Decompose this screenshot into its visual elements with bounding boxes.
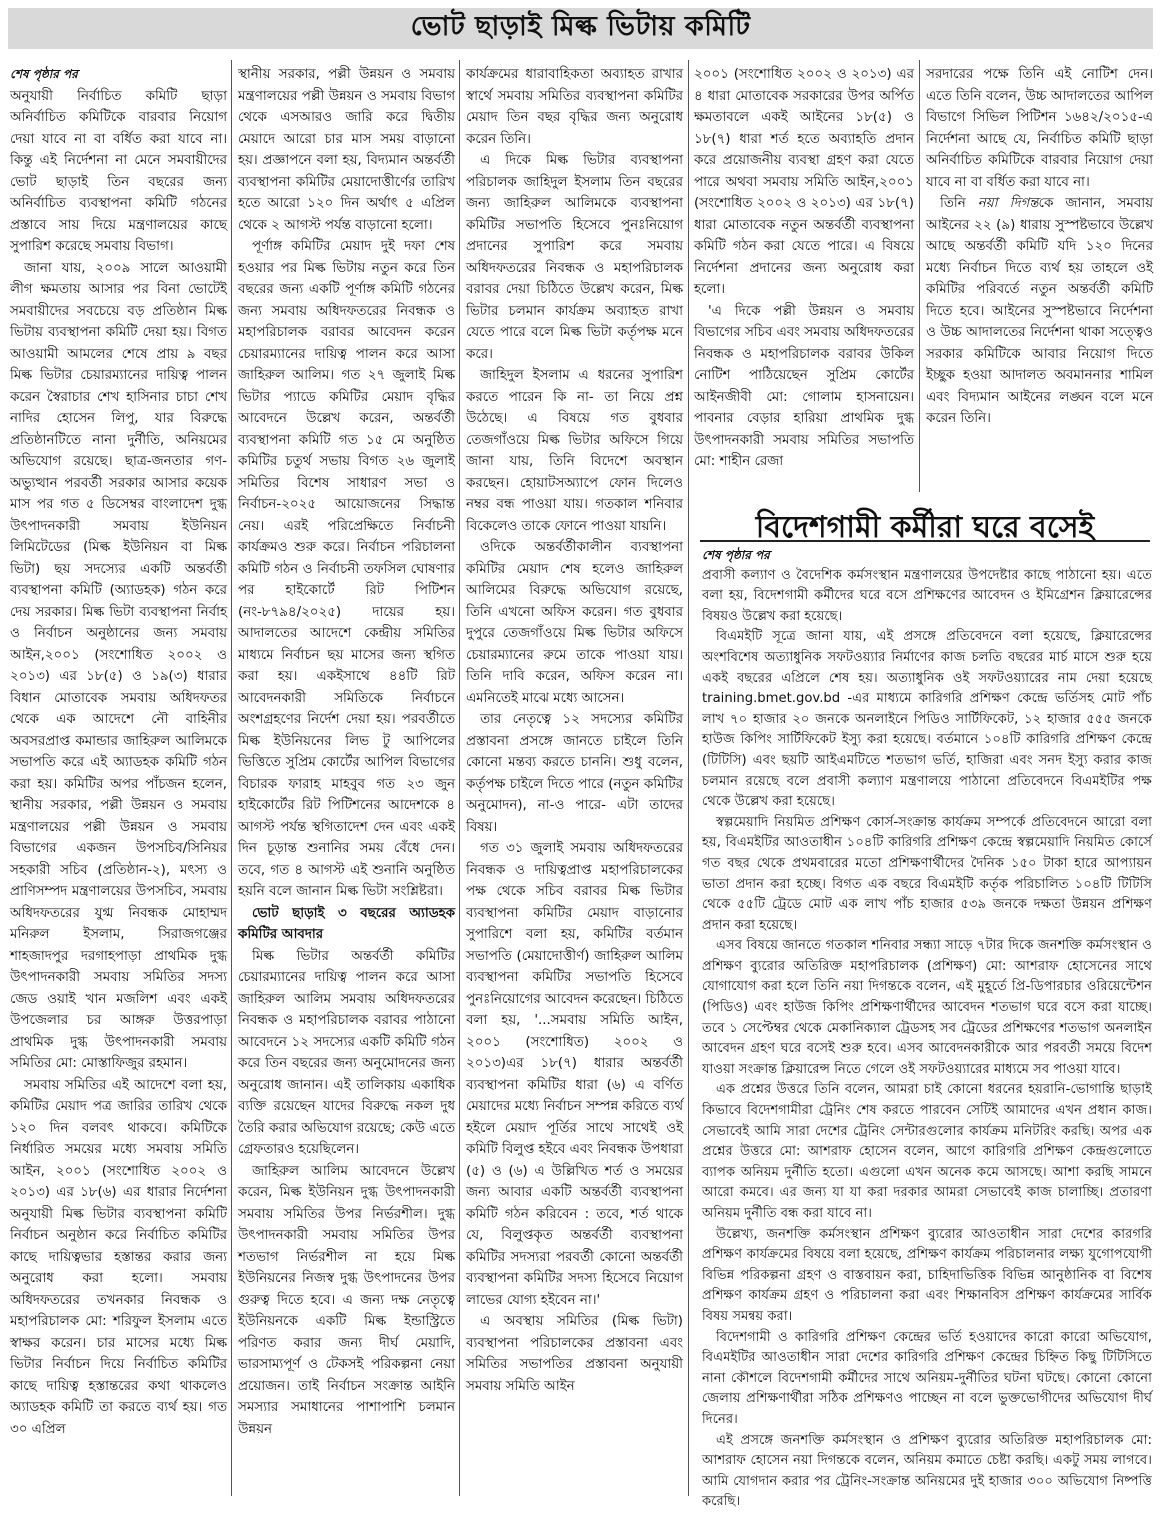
paragraph: বিদেশগামী ও কারিগরি প্রশিক্ষণ কেন্দ্রের ভর্তি হওয়াদের কারো কারো অভিযোগ, বিএমইটির আওতাধীন সারা দেশের কারিগরি প্রশিক্ষণ কেন্দ্রের চিহ্নিত কিছু টিটিসিতে নানা কৌশলে বিদেশগামী কর্মীদের সাথে অনিয়ম-দুর্নীতির ঘটনা ঘটছে। কোনো কোনো জেলায় প্রশিক্ষণার্থীরা সঠিক প্রশিক্ষণও পাচ্ছেন না বলে ভুক্তভোগীদের অভিযোগ দীর্ঘ দিনের। — [702, 1329, 1152, 1427]
paragraph: তার নেতৃত্বে ১২ সদস্যের কমিটির প্রস্তাবনা প্রসঙ্গে জানতে চাইলে তিনি কোনো মন্তব্য করতে চাননি। শুধু বলেন, কর্তৃপক্ষ চাইলে দিতে পারে (নতুন কমিটির অনুমোদন), না-ও পারে- এটা তাদের বিষয়। — [466, 712, 683, 835]
article1-column-3 — [466, 64, 683, 1496]
continued-label: শেষ পৃষ্ঠার পর — [10, 67, 78, 81]
article1-column-5 — [926, 64, 1153, 484]
paragraph: সরদারের পক্ষে তিনি এই নোটিশ দেন। এতে তিনি বলেন, উচ্চ আদালতের আপিল বিভাগে সিভিল পিটিশন ১৬৪২/২০১৫-এ নির্দেশনা আছে যে, নির্বাচিত কমিটি ছাড়া অনির্বাচিত কমিটিকে বারবার নিয়োগ দেয়া যাবে না বা বর্ধিত করা যাবে না। — [926, 67, 1153, 190]
column-rule — [459, 60, 460, 1496]
paragraph: উল্লেখ্য, জনশক্তি কর্মসংস্থান প্রশিক্ষণ ব্যুরোর আওতাধীন সারা দেশের কারগরি প্রশিক্ষণ কার্যক্রমের বিষয়ে বলা হয়েছে, প্রশিক্ষণ কার্যক্রম পরিচালনার লক্ষ্য যুগোপযোগী বিভিন্ন পরিকল্পনা গ্রহণ ও বাস্তবায়ন করা, চাহিদাভিত্তিক বিভিন্ন আনুষ্ঠানিক বা বিশেষ প্রশিক্ষণ কার্যক্রম গ্রহণ ও পরিচালনা করা এবং শিক্ষানবিস প্রশিক্ষণ কার্যক্রমের সার্বিক বিষয় সমন্বয় করা। — [702, 1226, 1152, 1324]
column-rule — [919, 60, 920, 492]
paragraph: এ অবস্থায় সমিতির (মিল্ক ভিটা) ব্যবস্থাপনা পরিচালকের প্রস্তাবনা এবং সমিতির সভাপতির প্রস্তাবনা অনুযায়ী সমবায় সমিতি আইন — [466, 1314, 683, 1394]
article1-column-1 — [10, 64, 227, 1496]
paragraph: জানা যায়, ২০০৯ সালে আওয়ামী লীগ ক্ষমতায় আসার পর বিনা ভোটেই সমবায়ীদের সবচেয়ে বড় প্রতিষ্ঠান মিল্ক ভিটায় ব্যবস্থাপনা কমিটি দেয়া হয়। বিগত আওয়ামী আমলের শেষে প্রায় ৯ বছর মিল্ক ভিটার চেয়ারম্যানের দায়িত্ব পালন করেন স্বৈরাচার শেখ হাসিনার চাচা শেখ নাদির হোসেন লিপু, যার বিরুদ্ধে প্রতিষ্ঠানটিতে নানা দুর্নীতি, অনিয়মের অভিযোগ রয়েছে। ছাত্র-জনতার গণ-অভ্যুত্থান পরবর্তী সরকার আসার কয়েক মাস পর গত ৫ ডিসেম্বর বাংলাদেশ দুগ্ধ উৎপাদনকারী সমবায় ইউনিয়ন লিমিটেডের (মিল্ক ইউনিয়ন বা মিল্ক ভিটা) ছয় সদস্যের একটি অন্তর্বর্তী ব্যবস্থাপনা কমিটি (অ্যাডহক) গঠন করে দেয় সরকার। মিল্ক ভিটা ব্যবস্থাপনা নির্বাহ ও নির্বাচন অনুষ্ঠানের জন্য সমবায় আইন,২০০১ (সংশোধিত ২০০২ ও ২০১৩) এর ১৮(৫) ও ১৯(৩) ধারার বিধান মোতাবেক সমবায় অধিদফতর থেকে এক আদেশে নৌ বাহিনীর অবসরপ্রাপ্ত কমান্ডার জাহিরুল আলিমকে সভাপতি করে এই অ্যাডহক কমিটি গঠন করা হয়। কমিটির অপর পাঁচজন হলেন, স্থানীয় সরকার, পল্লী উন্নয়ন ও সমবায় মন্ত্রণালয়ের পল্লী উন্নয়ন ও সমবায় বিভাগের একজন উপসচিব/সিনিয়র সহকারী সচিব (প্রতিষ্ঠান-২), মৎস্য ও প্রাণিসম্পদ মন্ত্রণালয়ের উপসচিব, সমবায় অধিদফতরের যুগ্ম নিবন্ধক মোহাম্মদ মনিরুল ইসলাম, সিরাজগঞ্জের শাহজাদপুর দরগাহপাড়া প্রাথমিক দুগ্ধ উৎপাদনকারী সমবায় সমিতির সদস্য জেড ওয়াই খান মজলিশ এবং একই উপজেলার চর আঙ্গরু উত্তরপাড়া প্রাথমিক দুগ্ধ উৎপাদনকারী সমবায় সমিতির মো: মোস্তাফিজুর রহমান। — [10, 260, 227, 1071]
headline-milk-vita: ভোট ছাড়াই মিল্ক ভিটায় কমিটি — [410, 11, 751, 42]
paragraph: বিএমইটি সূত্রে জানা যায়, এই প্রসঙ্গে প্রতিবেদনে বলা হয়েছে, ক্লিয়ারেন্সের অংশবিশেষ অত্যাধুনিক সফটওয়্যার নির্মাণের কাজ চলতি বছরের মার্চ মাসে শুরু হয়ে একই বছরের এপ্রিলে শেষ হয়। অত্যাধুনিক ওই সফটওয়্যারের নাম দেয়া হয়েছে training.bmet.gov.bd -এর মাধ্যমে কারিগরি প্রশিক্ষণ কেন্দ্রে ভর্তিসহ মোট পাঁচ লাখ ৭০ হাজার ২০ জনকে অনলাইনে পিডিও সার্টিফিকেট, ১২ হাজার ৫৫৫ জনকে হাউজ কিপিং সার্টিফিকেট ইস্যু করা হয়েছে। বর্তমানে ১০৪টি কারিগরি প্রশিক্ষণ কেন্দ্রে (টিটিসি) এবং ছয়টি আইএমটিতে শতভাগ ভর্তি, হাজিরা এবং সনদ ইস্যু করার কাজ চলমান রয়েছে বলে প্রবাসী কল্যাণ মন্ত্রণালয়ে পাঠানো প্রতিবেদনে বিএমইটির পক্ষ থেকে উল্লেখ করা হয়েছে। — [702, 629, 1152, 810]
paragraph: এক প্রশ্নের উত্তরে তিনি বলেন, আমরা চাই কোনো ধরনের হয়রানি-ভোগান্তি ছাড়াই কিভাবে বিদেশগামীরা ট্রেনিং শেষ করতে পারবেন সেটিই আমাদের এখন প্রধান কাজ। সেভাবেই আমি সারা দেশের ট্রেনিং সেন্টারগুলোর কার্যক্রম মনিটরিং করছি। অপর এক প্রশ্নের উত্তরে মো: আশরাফ হোসেন বলেন, আগে কারিগরি প্রশিক্ষণ কেন্দ্রগুলোতে ব্যাপক অনিয়ম দুর্নীতি হতো। এগুলো এখন অনেক কমে আসছে। আশা করছি সামনে আরো কমবে। এর জন্য যা যা করা দরকার আমরা সেভাবেই কাজ চালাচ্ছি। প্রতারণা অনিয়ম দুর্নীতি বন্ধ করা যাবে না। — [702, 1082, 1152, 1221]
paragraph: স্থানীয় সরকার, পল্লী উন্নয়ন ও সমবায় মন্ত্রণালয়ের পল্লী উন্নয়ন ও সমবায় বিভাগ থেকে এসআরও জারি করে দ্বিতীয় মেয়াদে আরো চার মাস সময় বাড়ানো হয়। প্রজ্ঞাপনে বলা হয়, বিদ্যমান অন্তর্বর্তী ব্যবস্থাপনা কমিটির মেয়াদোত্তীর্ণের তারিখ হতে আরো ১২০ দিন অর্থাৎ ৫ এপ্রিল থেকে ২ আগস্ট পর্যন্ত বাড়ানো হলো। — [238, 67, 455, 233]
headline-banner — [8, 8, 1153, 49]
headline-underline — [700, 540, 1150, 542]
newspaper-name: নয়া দিগন্ত — [977, 196, 1039, 211]
paragraph: এসব বিষয়ে জানতে গতকাল শনিবার সন্ধ্যা সাড়ে ৭টার দিকে জনশক্তি কর্মসংস্থান ও প্রশিক্ষণ ব্যুরোর অতিরিক্ত মহাপরিচালক (প্রশিক্ষণ) মো: আশরাফ হোসেনের সাথে যোগাযোগ করা হলে তিনি নয়া দিগন্তকে বলেন, এই মুহূর্তে প্রি-ডিপারচার ওরিয়েন্টেশন (পিডিও) এবং হাউজ কিপিং প্রশিক্ষণার্থীদের আবেদন শতভাগ ঘরে বসে করা যাচ্ছে। তবে ১ সেপ্টেম্বর থেকে মেকানিক্যাল ট্রেডসহ সব ট্রেডের প্রশিক্ষণের শতভাগ অনলাইন আবেদন গ্রহণ ঘরে বসেই শুরু হবে। এসব আবেদনকারীকে আর পরবর্তী সময়ে বিদেশ যাওয়া সংক্রান্ত ক্লিয়ারেন্স নিতে গেলে ওই সফটওয়্যারের মাধ্যমে সব পাওয়া যাবে। — [702, 938, 1152, 1077]
paragraph-text: কে জানান, সমবায় আইনের ২২ (৯) ধারায় সুস্পষ্টভাবে উল্লেখ আছে অন্তর্বর্তী কমিটি যদি ১২০ দিনের মধ্যে নির্বাচন দিতে ব্যর্থ হয় তাহলে ওই কমিটির পরিবর্তে নতুন অন্তর্বর্তী কমিটি দিতে হবে। আইনের সুস্পষ্টভাবে নির্দেশনা ও উচ্চ আদালতের নির্দেশনা থাকা সত্ত্বেও সরকার কমিটিকে আবার নিয়োগ দিতে ইচ্ছুক হওয়া আদালত অবমাননার শামিল এবং বিদ্যমান আইনের লঙ্ঘন বলে মনে করেন তিনি। — [926, 196, 1153, 426]
article2-body — [702, 545, 1152, 1510]
paragraph: প্রবাসী কল্যাণ ও বৈদেশিক কর্মসংস্থান মন্ত্রণালয়ের উপদেষ্টার কাছে পাঠানো হয়। এতে বলা হয়, বিদেশগামী কর্মীদের ঘরে বসে প্রশিক্ষণের আবেদন ও ইমিগ্রেশন ক্লিয়ারেন্সের বিষয়ও উল্লেখ করা হয়েছে। — [702, 567, 1152, 624]
paragraph: অনুযায়ী নির্বাচিত কমিটি ছাড়া অনির্বাচিত কমিটিকে বারবার নিয়োগ দেয়া যাবে না বা বর্ধিত করা যাবে না। কিন্তু এই নির্দেশনা না মেনে সমবায়ীদের ভোট ছাড়াই তিন বছরের জন্য অনির্বাচিত ব্যবস্থাপনা কমিটি গঠনের প্রস্তাবে সায় দিয়ে মন্ত্রণালয়ের কাছে সুপারিশ করেছে সমবায় বিভাগ। — [10, 88, 227, 254]
paragraph: গত ৩১ জুলাই সমবায় অধিদফতরের নিবন্ধক ও দায়িত্বপ্রাপ্ত মহাপরিচালকের পক্ষ থেকে সচিব বরাবর মিল্ক ভিটার ব্যবস্থাপনা কমিটির মেয়াদ বাড়ানোর সুপারিশে বলা হয়, কমিটির বর্তমান সভাপতি (মেয়াদোত্তীর্ণ) জাহিরুল আলিম ব্যবস্থাপনা কমিটির সভাপতি হিসেবে পুনঃনিয়োগের আবেদন করেছেন। চিঠিতে বলা হয়, '...সমবায় সমিতি আইন, ২০০১ (সংশোধিত) ২০০২ ও ২০১৩)এর ১৮(৭) ধারার অন্তর্বর্তী ব্যবস্থাপনা কমিটির ধারা (৬) এ বর্ণিত মেয়াদের মধ্যে নির্বাচন সম্পন্ন করিতে ব্যর্থ হইলে মেয়াদ পূর্তির সাথে সাথেই ওই কমিটি বিলুপ্ত হইবে এবং নিবন্ধক উপধারা (৫) ও (৬) এ উল্লিখিত শর্ত ও সময়ের জন্য আবার একটি অন্তর্বর্তী ব্যবস্থাপনা কমিটি গঠন করিবেন : তবে, শর্ত থাকে যে, বিলুপ্তকৃত অন্তর্বর্তী ব্যবস্থাপনা কমিটির সদস্যরা পরবর্তী কোনো অন্তর্বর্তী ব্যবস্থাপনা কমিটির সদস্য হিসেবে নিয়োগ লাভের যোগ্য হইবেন না।' — [466, 841, 683, 1308]
paragraph: 'এ দিকে পল্লী উন্নয়ন ও সমবায় বিভাগের সচিব এবং সমবায় অধিদফতরের নিবন্ধক ও মহাপরিচালক বরাবর উকিল নোটিশ পাঠিয়েছেন সুপ্রিম কোর্টের আইনজীবী মো: গোলাম হাসনায়েন। পাবনার বেড়ার হারিয়া প্রাথমিক দুগ্ধ উৎপাদনকারী সমবায় সমিতির সভাপতি মো: শাহীন রেজা — [694, 303, 914, 469]
article1-column-2 — [238, 64, 455, 1496]
column-rule — [688, 60, 689, 1496]
paragraph: ২০০১ (সংশোধিত ২০০২ ও ২০১৩) এর ৪ ধারা মোতাবেক সরকারের উপর অর্পিত ক্ষমতাবলে একই আইনের ১৮(৫) ও ১৮(৭) ধারা শর্ত হতে অব্যাহতি প্রদান করে প্রয়োজনীয় ব্যবস্থা গ্রহণ করা যেতে পারে অথবা সমবায় সমিতি আইন,২০০১ (সংশোধিত ২০০২ ও ২০১৩) এর ১৮(৭) ধারা মোতাবেক নতুন অন্তর্বর্তী ব্যবস্থাপনা কমিটি গঠন করা যেতে পারে। এ বিষয়ে নির্দেশনা প্রদানের জন্য অনুরোধ করা হলো। — [694, 67, 914, 297]
subheading: ভোট ছাড়াই ৩ বছরের অ্যাডহক কমিটির আবদার — [238, 905, 455, 942]
paragraph: সমবায় সমিতির এই আদেশে বলা হয়, কমিটির মেয়াদ পত্র জারির তারিখ থেকে ১২০ দিন বলবৎ থাকবে। কমিটিকে নির্ধারিত সময়ের মধ্যে সমবায় সমিতি আইন, ২০০১ (সংশোধিত ২০০২ ও ২০১৩) এর ১৮(৬) এর ধারার নির্দেশনা অনুযায়ী মিল্ক ভিটার ব্যবস্থাপনা কমিটি নির্বাচন অনুষ্ঠান করে নির্বাচিত কমিটির কাছে দায়িত্বভার হস্তান্তর করার জন্য অনুরোধ করা হলো। সমবায় অধিদফতরের তখনকার নিবন্ধক ও মহাপরিচালক মো: শরিফুল ইসলাম এতে স্বাক্ষর করেন। চার মাসের মধ্যে মিল্ক ভিটার নির্বাচন দিয়ে নির্বাচিত কমিটির কাছে দায়িত্ব হস্তান্তরের কথা থাকলেও অ্যাডহক কমিটি তা করতে ব্যর্থ হয়। গত ৩০ এপ্রিল — [10, 1077, 227, 1437]
column-rule — [231, 60, 232, 1496]
paragraph: কার্যক্রমের ধারাবাহিকতা অব্যাহত রাখার স্বার্থে সমবায় সমিতির ব্যবস্থাপনা কমিটির মেয়াদ তিন বছর বৃদ্ধির জন্য অনুরোধ করেন তিনি। — [466, 67, 683, 147]
paragraph: স্বল্পমেয়াদি নিয়মিত প্রশিক্ষণ কোর্স-সংক্রান্ত কার্যক্রম সম্পর্কে প্রতিবেদনে আরো বলা হয়, বিএমইটির আওতাধীন ১০৪টি কারিগরি প্রশিক্ষণ কেন্দ্রে স্বল্পমেয়াদি নিয়মিত কোর্সে গত বছর থেকে প্রথমবারের মতো প্রশিক্ষণার্থীদের দৈনিক ১৫০ টাকা হারে আপ্যায়ন ভাতা প্রদান করা হচ্ছে। বিগত এক বছরে বিএমইটি কর্তৃক পরিচালিত ১০৪টি টিটিসি থেকে ৫৫টি ট্রেডে মোট এক লাখ পাঁচ হাজার ৫৩৯ জনকে দক্ষতা উন্নয়ন প্রশিক্ষণ প্রদান করা হয়েছে। — [702, 814, 1152, 933]
paragraph: এ দিকে মিল্ক ভিটার ব্যবস্থাপনা পরিচালক জাহিদুল ইসলাম তিন বছরের জন্য জাহিরুল আলিমকে ব্যবস্থাপনা কমিটির সভাপতি হিসেবে পুনঃনিয়োগ প্রদানের সুপারিশ করে সমবায় অধিদফতরের নিবন্ধক ও মহাপরিচালক বরাবর দেয়া চিঠিতে উল্লেখ করেন, মিল্ক ভিটার চলমান কার্যক্রম অব্যাহত রাখা যেতে পারে বলে মিল্ক ভিটা কর্তৃপক্ষ মনে করে। — [466, 153, 683, 362]
headline-expatriate-workers: বিদেশগামী কর্মীরা ঘরে বসেই — [755, 510, 1095, 545]
paragraph: ওদিকে অন্তর্বর্তীকালীন ব্যবস্থাপনা কমিটির মেয়াদ শেষ হলেও জাহিরুল আলিমের বিরুদ্ধে অভিযোগ রয়েছে, তিনি এখনো অফিস করেন। গত বুধবার দুপুরে তেজগাঁওয়ে মিল্ক ভিটার অফিসে চেয়ারম্যানের রুমে তাকে পাওয়া যায়। তিনি দাবি করেন, অফিস করেন না। এমনিতেই মাঝে মধ্যে আসেন। — [466, 540, 683, 706]
paragraph-prefix: তিনি — [940, 196, 978, 211]
paragraph: পূর্ণাঙ্গ কমিটির মেয়াদ দুই দফা শেষ হওয়ার পর মিল্ক ভিটায় নতুন করে তিন বছরের জন্য একটি পূর্ণাঙ্গ কমিটি গঠনের জন্য সমবায় অধিদফতরের নিবন্ধক ও মহাপরিচালক বরাবর আবেদন করেন চেয়ারম্যানের দায়িত্ব পালন করে আসা জাহিরুল আলিম। গত ২৭ জুলাই মিল্ক ভিটার প্যাডে কমিটির মেয়াদ বৃদ্ধির আবেদনে উল্লেখ করেন, অন্তর্বর্তী ব্যবস্থাপনা কমিটি গত ১৫ মে অনুষ্ঠিত কমিটির চতুর্থ সভায় বিগত ২৬ জুলাই সমিতির বিশেষ সাধারণ সভা ও নির্বাচন-২০২৫ আয়োজনের সিদ্ধান্ত নেয়। এরই পরিপ্রেক্ষিতে নির্বাচনী কার্যক্রমও শুরু করে। নির্বাচন পরিচালনা কমিটি গঠন ও নির্বাচনী তফসিল ঘোষণার পর হাইকোর্টে রিট পিটিশন (নং-৮৭৯৪/২০২৫) দায়ের হয়। আদালতের আদেশে কেন্দ্রীয় সমিতির মাধ্যমে নির্বাচন ছয় মাসের জন্য স্থগিত করা হয়। একইসাথে ৪৪টি রিট আবেদনকারী সমিতিকে নির্বাচনে অংশগ্রহণের নির্দেশ দেয়া হয়। পরবর্তীতে মিল্ক ইউনিয়নের লিভ টু আপিলের ভিত্তিতে সুপ্রিম কোর্টের আপিল বিভাগের বিচারক ফারাহ মাহবুব গত ২৩ জুন হাইকোর্টের রিট পিটিশনের আদেশকে ৪ আগস্ট পর্যন্ত স্থগিতাদেশ দেন এবং একই দিন চূড়ান্ত শুনানির সময় বেঁধে দেন। তবে, গত ৪ আগস্ট এই শুনানি অনুষ্ঠিত হয়নি বলে জানান মিল্ক ভিটা সংশ্লিষ্টরা। — [238, 239, 455, 899]
paragraph — [926, 193, 1153, 430]
paragraph: জাহিদুল ইসলাম এ ধরনের সুপারিশ করতে পারেন কি না- তা নিয়ে প্রশ্ন উঠেছে। এ বিষয়ে গত বুধবার তেজগাঁওয়ে মিল্ক ভিটার অফিসে গিয়ে জানা যায়, তিনি বিদেশে অবস্থান করছেন। হোয়াটসঅ্যাপে ফোন দিলেও নম্বর বন্ধ পাওয়া যায়। গতকাল শনিবার বিকেলেও তাকে ফোনে পাওয়া যায়নি। — [466, 368, 683, 534]
article1-column-4 — [694, 64, 914, 484]
paragraph: জাহিরুল আলিম আবেদনে উল্লেখ করেন, মিল্ক ইউনিয়ন দুগ্ধ উৎপাদনকারী সমবায় সমিতির উপর নির্ভরশীল। দুগ্ধ উৎপাদনকারী সমবায় সমিতির উপর শতভাগ নির্ভরশীল না হয়ে মিল্ক ইউনিয়নের নিজস্ব দুগ্ধ উৎপাদনের উপর গুরুত্ব দিতে হবে। এ জন্য দক্ষ নেতৃত্বে ইউনিয়নকে একটি মিল্ক ইন্ডাস্ট্রিতে পরিণত করার জন্য দীর্ঘ মেয়াদি, ভারসাম্যপূর্ণ ও টেকসই পরিকল্পনা নেয়া প্রয়োজন। তাই নির্বাচন সংক্রান্ত আইনি সমস্যার সমাধানের পাশাপাশি চলমান উন্নয়ন — [238, 1163, 455, 1437]
paragraph: এই প্রসঙ্গে জনশক্তি কর্মসংস্থান ও প্রশিক্ষণ ব্যুরোর অতিরিক্ত মহাপরিচালক মো: আশরাফ হোসেন নয়া দিগন্তকে বলেন, অনিয়ম কমাতে চেষ্টা করছি। একটু সময় লাগবে। আমি যোগদান করার পর ট্রেনিং-সংক্রান্ত অনিয়মের দুই হাজার ৩০০ অভিযোগ নিষ্পত্তি করেছি। — [702, 1432, 1152, 1510]
continued-label: শেষ পৃষ্ঠার পর — [702, 548, 770, 562]
paragraph: মিল্ক ভিটার অন্তর্বর্তী কমিটির চেয়ারম্যানের দায়িত্ব পালন করে আসা জাহিরুল আলিম সমবায় অধিদফতরের নিবন্ধক ও মহাপরিচালক বরাবর পাঠানো আবেদনে ১২ সদস্যের একটি কমিটি গঠন করে তিন বছরের জন্য অনুমোদনের জন্য অনুরোধ জানান। এই তালিকায় একাধিক ব্যক্তি রয়েছেন যাদের বিরুদ্ধে নকল দুধ তৈরি করার অভিযোগ রয়েছে; কেউ এতে গ্রেফতারও হয়েছিলেন। — [238, 948, 455, 1157]
